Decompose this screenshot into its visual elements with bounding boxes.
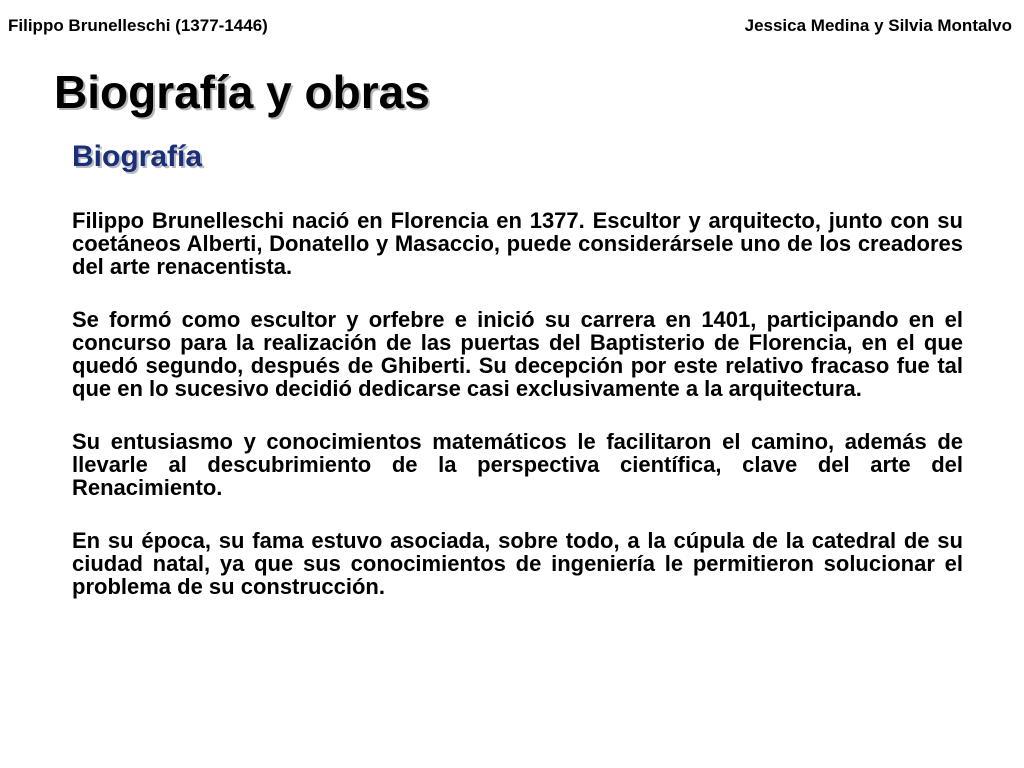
header-authors: Jessica Medina y Silvia Montalvo — [744, 16, 1012, 35]
paragraph-perspective: Su entusiasmo y conocimientos matemáticos le facilitaron el camino, además de llevarle al descubrimiento de la perspectiva científica, clave del arte del Renacimiento. — [72, 429, 963, 500]
paragraph-birth: Filippo Brunelleschi nació en Florencia en 1377. Escultor y arquitecto, junto con su coetáneos Alberti, Donatello y Masaccio, puede considerársele uno de los creadores del arte renacentista. — [72, 208, 963, 279]
biography-text — [72, 209, 963, 628]
paragraph-dome: En su época, su fama estuvo asociada, sobre todo, a la cúpula de la catedral de su ciudad natal, ya que sus conocimientos de ingeniería le permitieron solucionar el problema de su construcción. — [72, 528, 963, 599]
slide-title: Biografía y obras — [54, 66, 430, 118]
header-title: Filippo Brunelleschi (1377-1446) — [8, 16, 268, 35]
paragraph-career: Se formó como escultor y orfebre e inició su carrera en 1401, participando en el concurso para la realización de las puertas del Baptisterio de Florencia, en el que quedó segundo, después de Ghiberti. Su decepción por este relativo fracaso fue tal que en lo sucesivo decidió dedicarse casi exclusivamente a la arquitectura. — [72, 307, 963, 401]
section-subtitle: Biografía — [72, 140, 203, 173]
